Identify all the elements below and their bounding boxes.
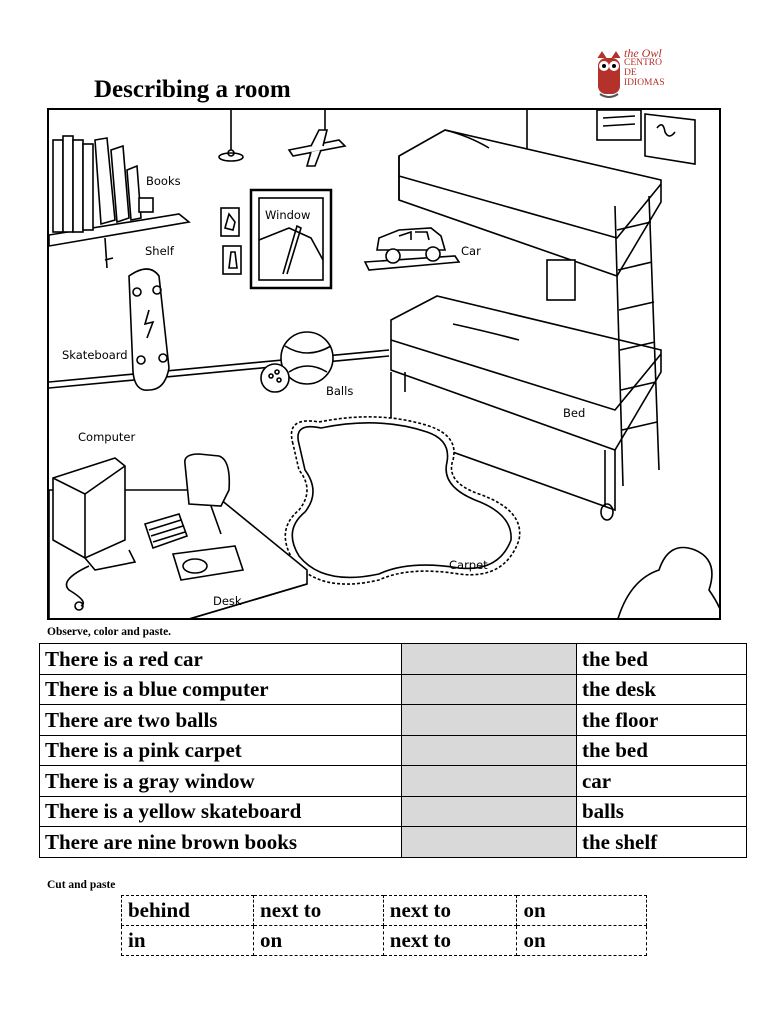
logo-line3: IDIOMAS [624,78,665,88]
sentence-text: There is a blue computer [40,674,402,705]
cut-word[interactable]: next to [254,896,384,926]
table-row [122,896,647,926]
logo-line1: CENTRO [624,58,662,68]
sentence-object: the shelf [576,827,746,858]
cut-word[interactable]: on [517,926,647,956]
cut-word[interactable]: in [122,926,254,956]
table-row [40,644,747,675]
cut-word[interactable]: on [254,926,384,956]
car-drawing [365,228,459,270]
sentence-object: the desk [576,674,746,705]
sentence-text: There is a red car [40,644,402,675]
paste-box[interactable] [401,796,576,827]
window-label: Window [265,208,311,222]
bed-label: Bed [563,406,586,420]
instruction-observe: Observe, color and paste. [47,626,172,638]
computer-label: Computer [78,430,136,444]
cut-word[interactable]: behind [122,896,254,926]
sentence-object: balls [576,796,746,827]
paste-box[interactable] [401,827,576,858]
sentence-text: There is a pink carpet [40,735,402,766]
sentence-text: There is a gray window [40,766,402,797]
logo-line2: DE [624,68,637,78]
table-row [40,735,747,766]
sentence-object: the floor [576,705,746,736]
owl-logo [594,48,684,104]
paste-box[interactable] [401,705,576,736]
table-row [40,674,747,705]
sentence-object: the bed [576,735,746,766]
paste-box[interactable] [401,674,576,705]
page-title: Describing a room [94,76,291,103]
cut-words-table [121,895,647,956]
sentence-text: There is a yellow skateboard [40,796,402,827]
logo-brand: the Owl [624,46,662,60]
carpet-label: Carpet [449,558,488,572]
sentence-object: the bed [576,644,746,675]
room-illustration [47,108,721,620]
sentence-text: There are two balls [40,705,402,736]
cut-word[interactable]: next to [383,896,517,926]
logo-text [624,48,665,88]
paste-box[interactable] [401,735,576,766]
table-row [40,796,747,827]
sentence-object: car [576,766,746,797]
desk-label: Desk [213,594,242,608]
cut-word[interactable]: on [517,896,647,926]
car-label: Car [461,244,481,258]
paste-box[interactable] [401,644,576,675]
instruction-cut: Cut and paste [47,879,116,891]
owl-logo-icon [594,48,624,100]
skateboard-label: Skateboard [62,348,128,362]
balls-drawing [261,332,333,392]
table-row [122,926,647,956]
airplane-drawing [289,110,345,166]
balls-label: Balls [326,384,354,398]
shelf-label: Shelf [145,244,174,258]
lamp-drawing [219,110,243,161]
sentence-text: There are nine brown books [40,827,402,858]
books-drawing [53,136,153,232]
cut-word[interactable]: next to [383,926,517,956]
table-row [40,827,747,858]
books-label: Books [146,174,181,188]
paste-box[interactable] [401,766,576,797]
table-row [40,705,747,736]
window-drawing [251,190,331,288]
table-row [40,766,747,797]
skateboard-drawing [129,269,169,390]
sentence-table [39,643,747,858]
